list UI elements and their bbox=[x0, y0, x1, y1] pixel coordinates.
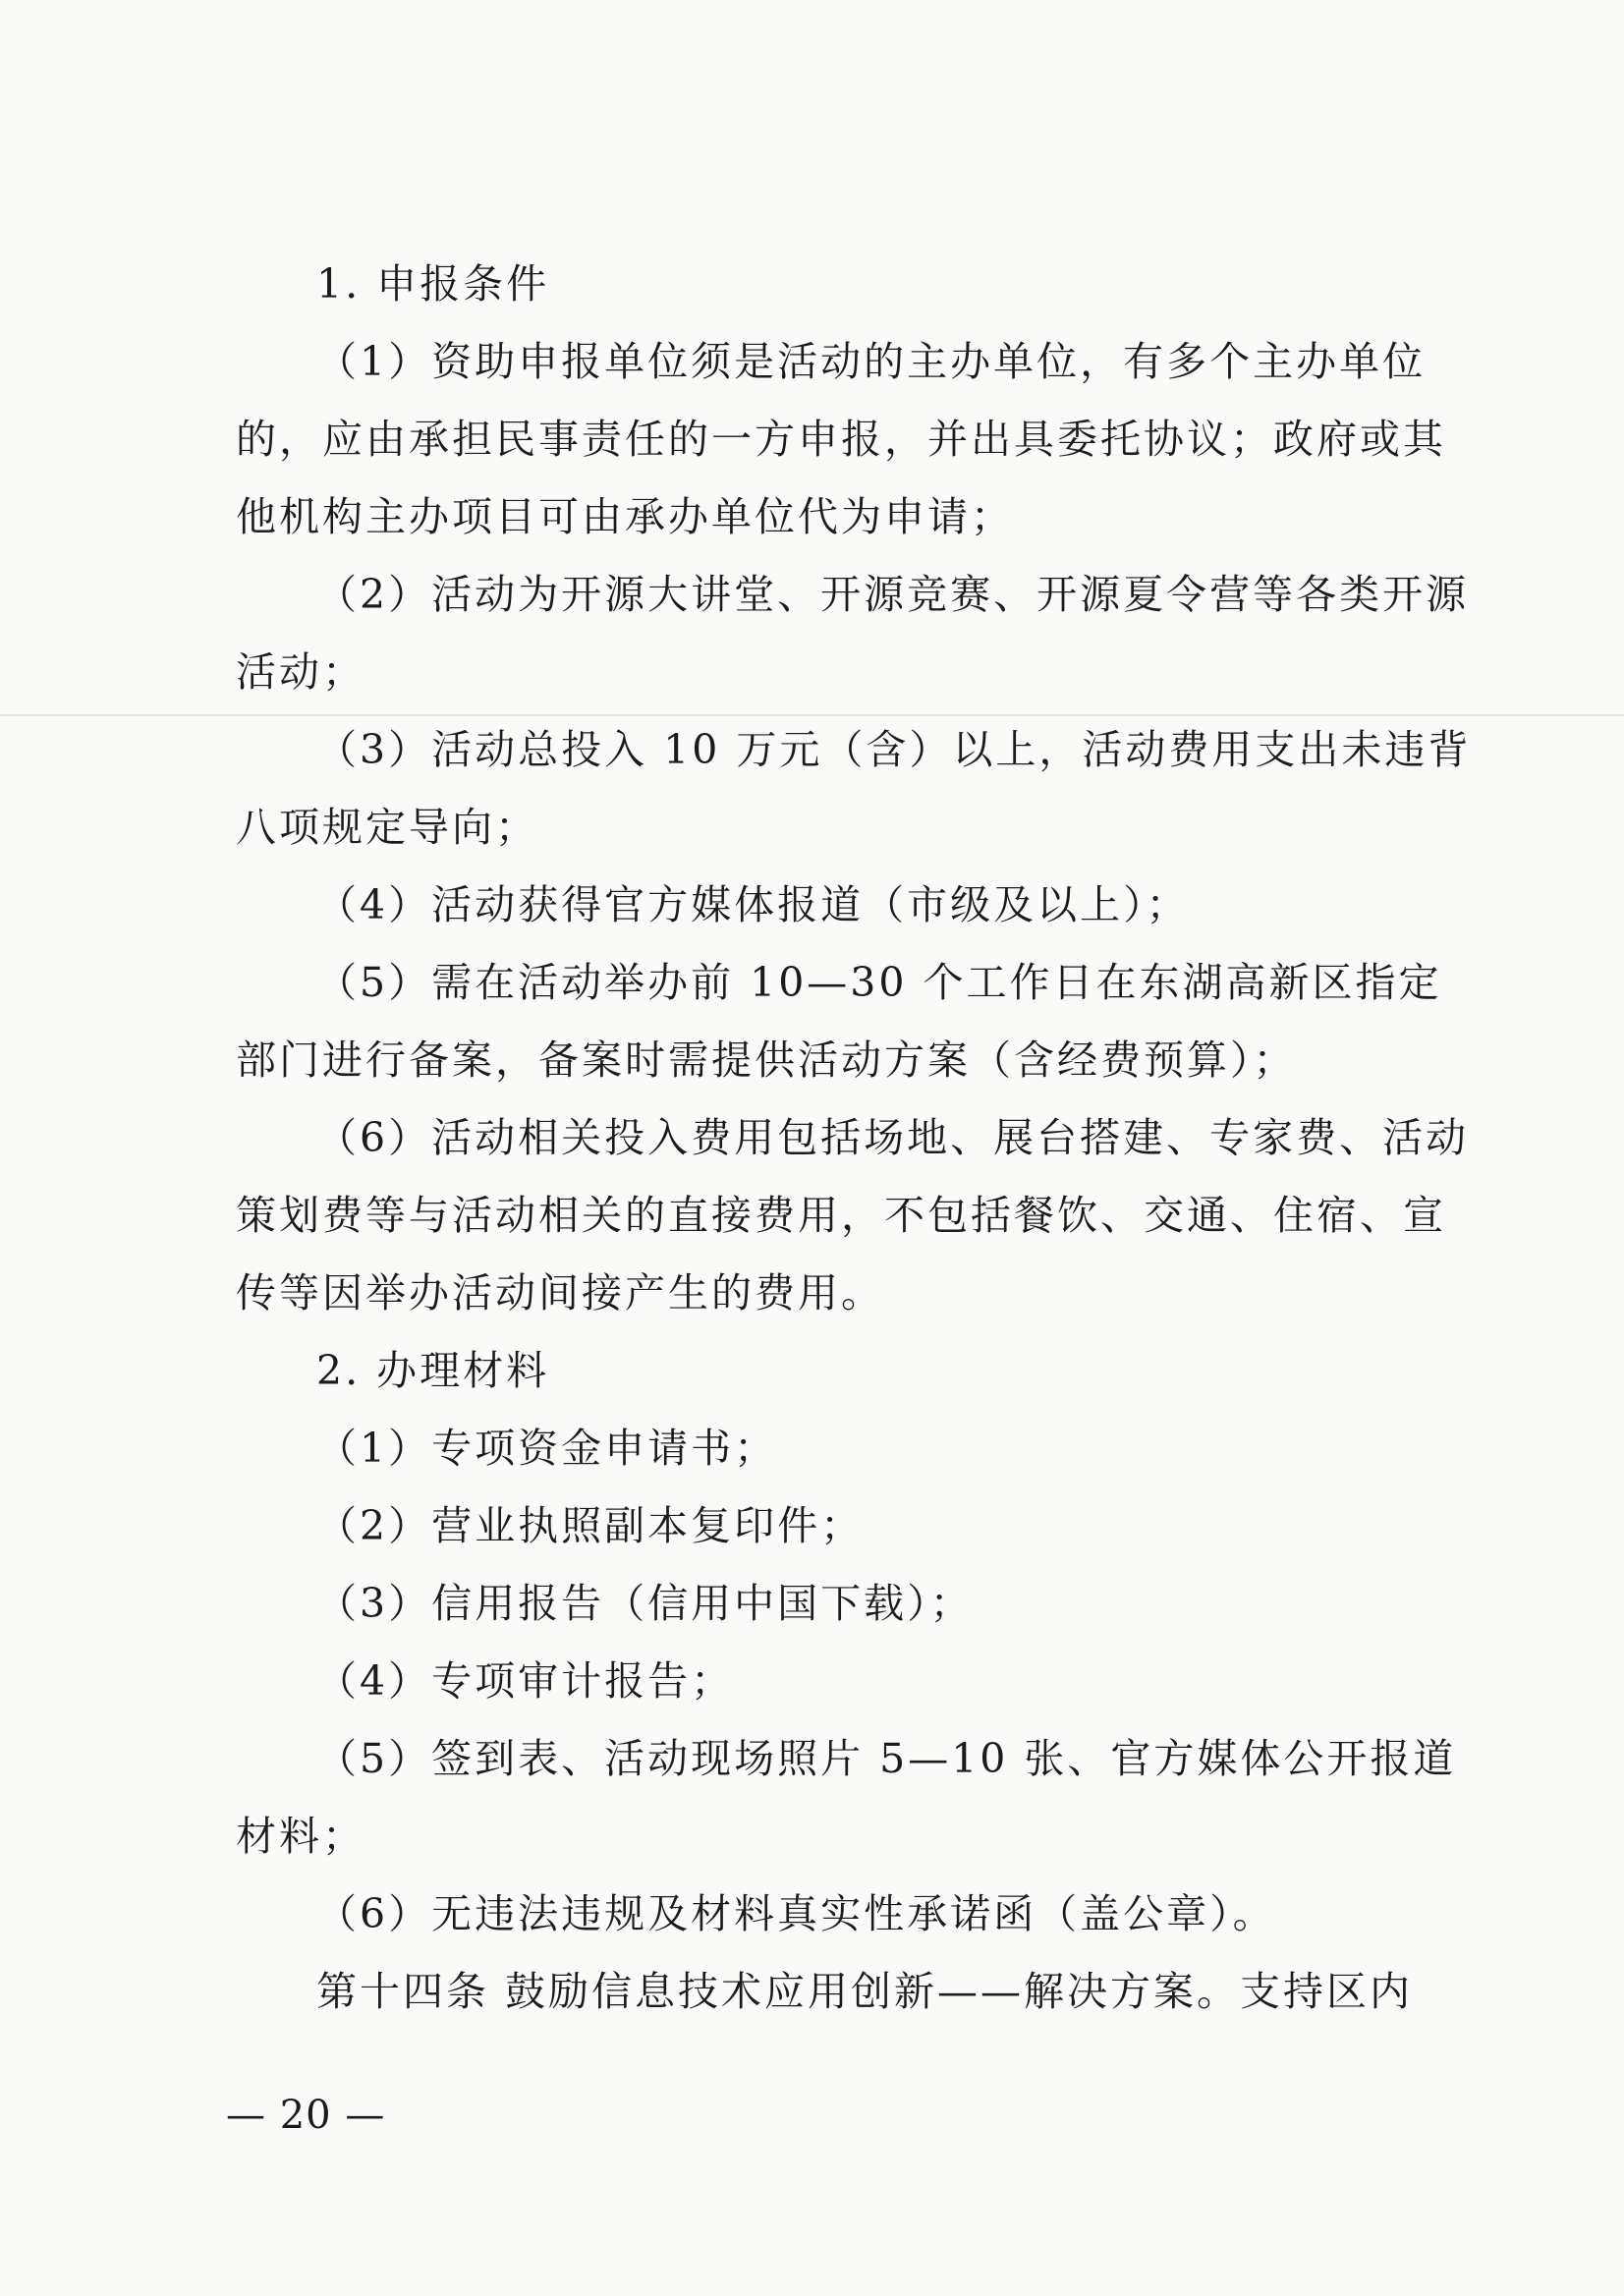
condition-5: （5）需在活动举办前 10—30 个工作日在东湖高新区指定部门进行备案，备案时需提供活动方案（含经费预算）； bbox=[236, 959, 1442, 1084]
condition-6: （6）活动相关投入费用包括场地、展台搭建、专家费、活动策划费等与活动相关的直接费用，不包括餐饮、交通、住宿、宣传等因举办活动间接产生的费用。 bbox=[236, 1114, 1470, 1316]
section-heading-materials: 2. 办理材料 bbox=[316, 1347, 550, 1394]
condition-4: （4）活动获得官方媒体报道（市级及以上）； bbox=[316, 881, 1190, 928]
material-3: （3）信用报告（信用中国下载）； bbox=[316, 1580, 974, 1627]
material-4: （4）专项审计报告； bbox=[316, 1657, 735, 1705]
condition-2: （2）活动为开源大讲堂、开源竞赛、开源夏令营等各类开源活动； bbox=[236, 571, 1470, 696]
material-5: （5）签到表、活动现场照片 5—10 张、官方媒体公开报道材料； bbox=[236, 1735, 1457, 1860]
material-1: （1）专项资金申请书； bbox=[316, 1425, 778, 1472]
page-number: — 20 — bbox=[226, 2093, 386, 2138]
section-heading-conditions: 1. 申报条件 bbox=[316, 260, 550, 308]
material-6: （6）无违法违规及材料真实性承诺函（盖公章）。 bbox=[316, 1890, 1276, 1937]
condition-1: （1）资助申报单位须是活动的主办单位，有多个主办单位的，应由承担民事责任的一方申报，并出具委托协议；政府或其他机构主办项目可由承办单位代为申请； bbox=[236, 338, 1446, 540]
material-2: （2）营业执照副本复印件； bbox=[316, 1502, 865, 1549]
condition-3: （3）活动总投入 10 万元（含）以上，活动费用支出未违背八项规定导向； bbox=[236, 726, 1472, 851]
article-14-intro: 第十四条 鼓励信息技术应用创新——解决方案。支持区内 bbox=[316, 1968, 1414, 2015]
document-body bbox=[236, 246, 1474, 2031]
